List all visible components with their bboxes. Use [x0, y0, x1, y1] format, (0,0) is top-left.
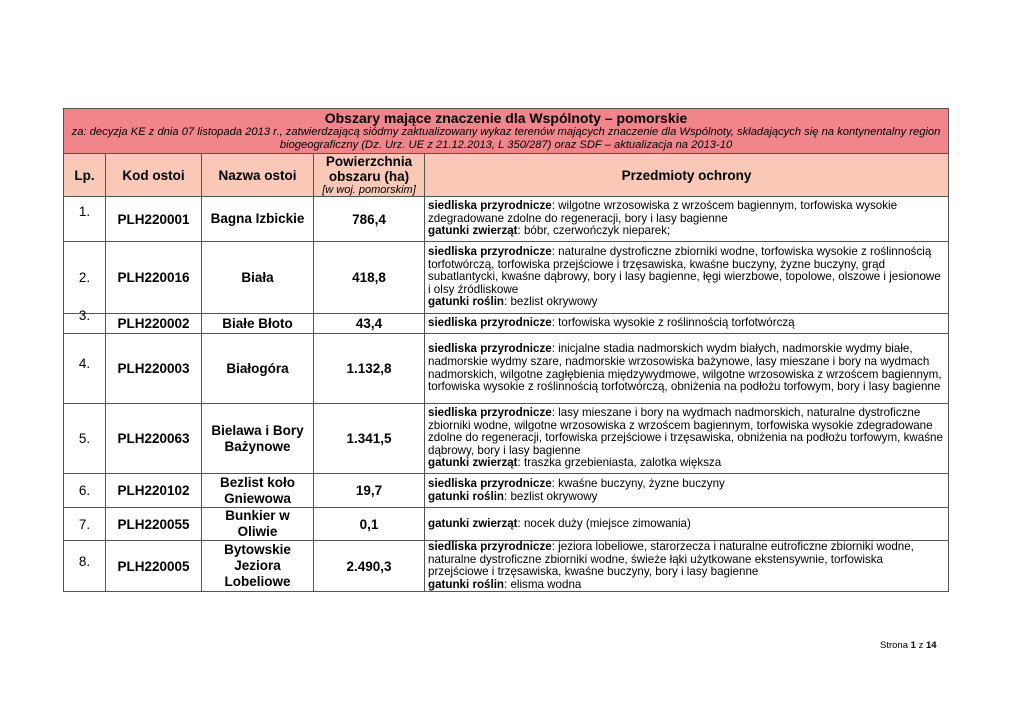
- table-row: [64, 404, 949, 474]
- row-lp: 2.: [78, 270, 91, 285]
- column-header-row: [64, 154, 949, 197]
- protection-entry: [428, 317, 945, 330]
- table-row: [64, 197, 949, 242]
- row-name: Bielawa i Bory Bażynowe: [202, 404, 314, 474]
- footer-of: z: [918, 640, 924, 651]
- protection-text: : kwaśne buczyny, żyzne buczyny: [551, 476, 725, 490]
- row-protection: [425, 474, 949, 508]
- protection-text: : wilgotne wrzosowiska z wrzoścem bagiennym, torfowiska wysokie zdegradowane zdolne do regeneracji, bory i lasy bagienne: [428, 199, 898, 225]
- protection-text: : nocek duży (miejsce zimowania): [517, 516, 691, 530]
- row-lp: 3.: [78, 308, 91, 323]
- protection-text: : bezlist okrywowy: [504, 489, 598, 503]
- protection-text: : inicjalne stadia nadmorskich wydm białych, nadmorskie wydmy białe, nadmorskie wydmy szare, nadmorskie wrzosowiska bażynowe, lasy mieszane i bory na wydmach nadmorskich, wilgotne zagłębienia międzywydmowe, wilgotne wrzosowiska z wrzoścem bagiennym, torfowiska wysokie z roślinnością torfotwórczą, obniżenia na podłożu torfowym, bory i lasy bagienne: [428, 342, 942, 394]
- table-row: [64, 541, 949, 592]
- row-name: Białe Błoto: [202, 314, 314, 334]
- protection-category: siedliska przyrodnicze: [428, 245, 552, 259]
- protection-entry: [428, 343, 945, 393]
- row-protection: [425, 334, 949, 404]
- row-name: Biała: [202, 242, 314, 314]
- row-code: PLH220005: [106, 541, 202, 592]
- header-name: Nazwa ostoi: [202, 154, 314, 197]
- row-name: Bunkier w Oliwie: [202, 508, 314, 541]
- row-code: PLH220016: [106, 242, 202, 314]
- table-body: [64, 197, 949, 592]
- header-area: [314, 154, 425, 197]
- row-code: PLH220102: [106, 474, 202, 508]
- table-title-cell: [64, 109, 949, 154]
- protection-text: : jeziora lobeliowe, starorzecza i naturalne eutroficzne zbiorniki wodne, naturalne dystroficzne zbiorniki wodne, świeże łąki użytkowane ekstensywnie, torfowiska przejściowe i trzęsawiska, kwaśne buczyny, bory i lasy bagienne: [428, 540, 914, 579]
- footer-page: 1: [910, 640, 916, 651]
- row-name: Białogóra: [202, 334, 314, 404]
- row-lp: 8.: [78, 553, 91, 569]
- row-lp-cell: [64, 541, 106, 592]
- protection-entry: [428, 225, 945, 238]
- protection-entry: [428, 457, 945, 470]
- row-lp-cell: [64, 334, 106, 404]
- row-code: PLH220001: [106, 197, 202, 242]
- protection-category: gatunki zwierząt: [428, 224, 518, 238]
- header-area-label: Powierzchnia obszaru (ha): [325, 154, 413, 184]
- header-protection: Przedmioty ochrony: [425, 154, 949, 197]
- table-row: [64, 242, 949, 314]
- table-row: [64, 314, 949, 334]
- protection-category: gatunki roślin: [428, 577, 505, 591]
- table-row: [64, 334, 949, 404]
- row-area: 0,1: [314, 508, 425, 541]
- protection-category: gatunki roślin: [428, 489, 505, 503]
- header-lp: Lp.: [64, 154, 106, 197]
- row-protection: [425, 314, 949, 334]
- row-lp: 1.: [78, 203, 91, 219]
- row-area: 418,8: [314, 242, 425, 314]
- row-area: 43,4: [314, 314, 425, 334]
- protected-areas-table: [63, 108, 949, 592]
- row-name: Bagna Izbickie: [202, 197, 314, 242]
- footer-total: 14: [925, 640, 937, 651]
- protection-category: gatunki roślin: [428, 295, 505, 309]
- table-row: [64, 474, 949, 508]
- protection-entry: [428, 518, 945, 531]
- protection-category: siedliska przyrodnicze: [428, 406, 552, 420]
- row-code: PLH220002: [106, 314, 202, 334]
- row-protection: [425, 404, 949, 474]
- protection-entry: [428, 491, 945, 504]
- protection-category: siedliska przyrodnicze: [428, 316, 552, 330]
- row-name: Bytowskie Jeziora Lobeliowe: [202, 541, 314, 592]
- row-lp-cell: [64, 404, 106, 474]
- table-row: [64, 508, 949, 541]
- row-lp: 4.: [78, 356, 91, 371]
- protection-category: siedliska przyrodnicze: [428, 540, 552, 553]
- protection-text: : bóbr, czerwończyk nieparek;: [517, 224, 671, 238]
- row-protection: [425, 197, 949, 242]
- row-area: 786,4: [314, 197, 425, 242]
- row-lp-cell: [64, 474, 106, 508]
- protection-category: siedliska przyrodnicze: [428, 199, 552, 213]
- protection-category: gatunki zwierząt: [428, 456, 518, 470]
- row-lp: 7.: [78, 516, 91, 532]
- row-name: Bezlist koło Gniewowa: [202, 474, 314, 508]
- table-subtitle: za: decyzja KE z dnia 07 listopada 2013 r., zatwierdzającą siódmy zaktualizowany wykaz terenów mających znaczenie dla Wspólnoty, składających się na kontynentalny region biogeograficzny (Dz. Urz. UE z 21.12.2013, L 350/287) oraz SDF – aktualizacja na 2013-10: [71, 126, 941, 151]
- protection-text: : bezlist okrywowy: [504, 295, 598, 309]
- protection-entry: [428, 296, 945, 309]
- protection-text: : elisma wodna: [504, 577, 582, 591]
- protection-category: siedliska przyrodnicze: [428, 342, 552, 356]
- row-code: PLH220055: [106, 508, 202, 541]
- row-area: 19,7: [314, 474, 425, 508]
- row-code: PLH220063: [106, 404, 202, 474]
- protection-category: siedliska przyrodnicze: [428, 476, 552, 490]
- row-lp-cell: [64, 242, 106, 314]
- row-protection: [425, 541, 949, 592]
- protection-entry: [428, 200, 945, 225]
- row-protection: [425, 242, 949, 314]
- row-lp-cell: [64, 508, 106, 541]
- row-area: 2.490,3: [314, 541, 425, 592]
- row-lp-cell: [64, 197, 106, 242]
- row-area: 1.132,8: [314, 334, 425, 404]
- page-footer: [880, 640, 937, 651]
- title-row: [64, 109, 949, 154]
- header-area-note: [w woj. pomorskim]: [322, 184, 416, 196]
- protection-entry: [428, 579, 945, 592]
- row-area: 1.341,5: [314, 404, 425, 474]
- protection-category: gatunki zwierząt: [428, 516, 518, 530]
- protection-text: : naturalne dystroficzne zbiorniki wodne, torfowiska wysokie z roślinnością torfotwórczą, torfowiska przejściowe i trzęsawiska, kwaśne buczyny, żyzne buczyny, grąd subatlantycki, kwaśne dąbrowy, bory i lasy bagienne, łęgi wierzbowe, topolowe, olszowe i jesionowe i olsy źródliskowe: [428, 245, 941, 296]
- protection-entry: [428, 541, 945, 579]
- table-title: Obszary mające znaczenie dla Wspólnoty – pomorskie: [324, 110, 688, 126]
- row-lp: 6.: [78, 483, 91, 498]
- protection-text: : torfowiska wysokie z roślinnością torfotwórczą: [551, 316, 795, 330]
- protection-entry: [428, 246, 945, 296]
- protection-text: : lasy mieszane i bory na wydmach nadmorskich, naturalne dystroficzne zbiorniki wodne, wilgotne wrzosowiska z wrzoścem bagiennym, torfowiska wysokie zdegradowane zdolne do regeneracji, torfowiska przejściowe i trzęsawiska, obniżenia na podłożu torfowym, kwaśne dąbrowy, bory i lasy bagienne: [428, 406, 943, 457]
- row-code: PLH220003: [106, 334, 202, 404]
- protection-entry: [428, 407, 945, 457]
- row-lp-cell: [64, 308, 106, 334]
- header-code: Kod ostoi: [106, 154, 202, 197]
- protection-text: : traszka grzebieniasta, zalotka większa: [517, 456, 722, 470]
- footer-prefix: Strona: [880, 640, 908, 651]
- row-protection: [425, 508, 949, 541]
- row-lp: 5.: [78, 431, 91, 446]
